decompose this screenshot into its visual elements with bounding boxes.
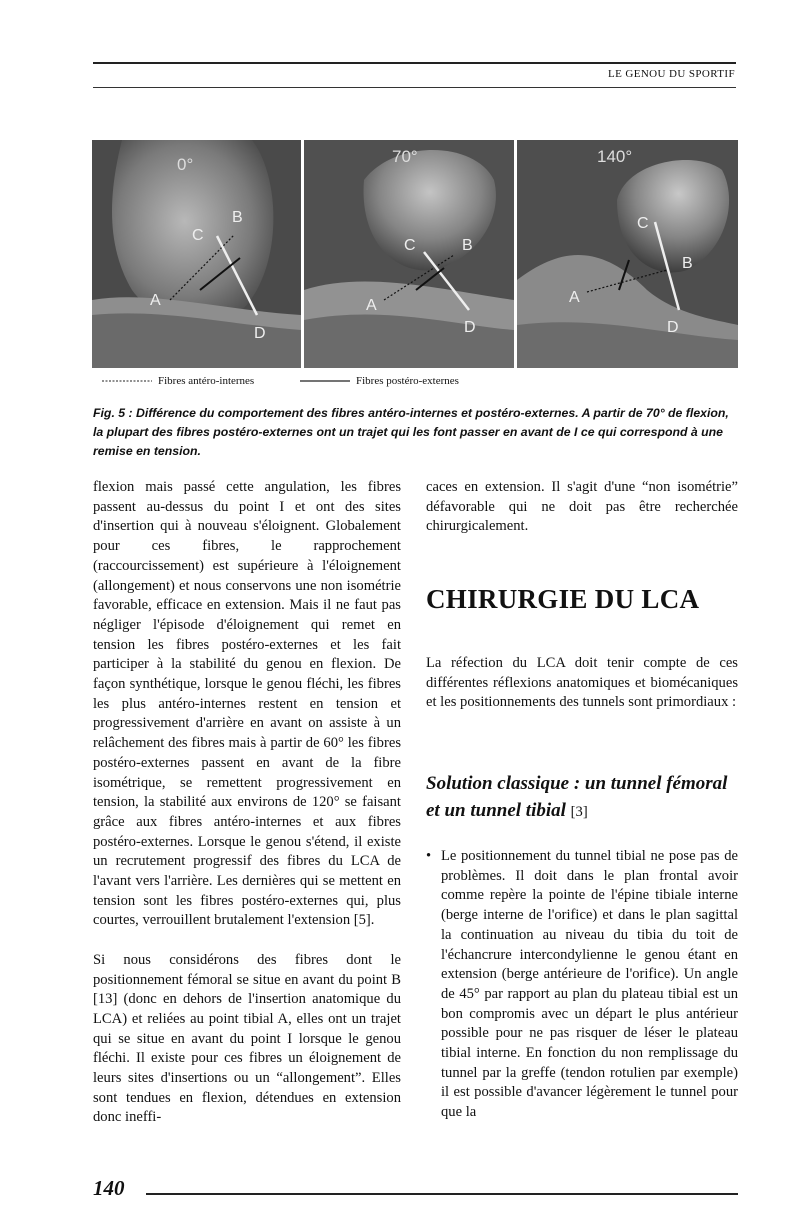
legend-label: Fibres antéro-internes [158,375,255,387]
panel-angle-label: 0° [177,155,194,174]
header-rule-top [93,62,736,64]
point-c-label: C [404,237,416,254]
point-d-label: D [254,325,266,342]
running-head: LE GENOU DU SPORTIF [607,68,735,80]
section-title: CHIRURGIE DU LCA [426,584,700,614]
page-number: 140 [93,1176,125,1200]
right-column [426,478,738,537]
point-d-label: D [464,319,476,336]
legend-anteromedial [102,375,254,387]
point-a-label: A [150,292,161,309]
point-a-label: A [366,297,377,314]
point-a-label: A [569,289,580,306]
dotted-line-icon [102,379,152,383]
point-d-label: D [667,319,679,336]
panel-angle-label: 70° [392,147,418,166]
header-rule-bottom [93,87,736,88]
legend-label: Fibres postéro-externes [356,375,459,387]
paragraph: Si nous considérons des fibres dont le positionnement fémoral se situe en avant du point B [13] (donc en dehors de l'insertion anatomique du LCA) et reliées au point tibial A, elles ont un trajet qui se situe en avant du point I lorsque le genou fléchi. Il existe pour ces fibres un éloignement de leurs sites d'insertions ou un “allongement”. Elles sont tendues en flexion, détendues en extension donc ineffi- [93,951,401,1126]
citation: [3] [570,804,588,820]
paragraph: La réfection du LCA doit tenir compte de ces différentes réflexions anatomiques et biomécaniques et les positionnements des tunnels sont primordiaux : [426,655,738,711]
point-b-label: B [232,209,243,226]
panel-angle-label: 140° [597,147,633,166]
right-column-intro [426,654,738,713]
subheading-text: Solution classique : un tunnel fémoral et un tunnel tibial [426,773,728,821]
point-b-label: B [462,237,473,254]
subheading [426,770,738,826]
legend-posterolateral [300,375,459,387]
figure-5 [92,140,738,368]
point-c-label: C [637,215,649,232]
solid-line-icon [300,379,350,383]
bullet-icon: • [426,848,432,864]
radiograph-panel-70deg [304,140,514,368]
point-b-label: B [682,255,693,272]
left-column [93,478,401,1128]
radiograph-panel-0deg [92,140,301,368]
paragraph: caces en extension. Il s'agit d'une “non isométrie” défavorable qui ne doit pas être recherchée chirurgicalement. [426,479,738,535]
footer-rule [146,1193,738,1195]
point-c-label: C [192,227,204,244]
figure-caption: Fig. 5 : Différence du comportement des fibres antéro-internes et postéro-externes. A partir de 70° de flexion, la plupart des fibres postéro-externes ont un trajet qui les font passer en avant de I ce qui correspond à une remise en tension. [93,406,729,458]
radiograph-panel-140deg [517,140,738,368]
paragraph: flexion mais passé cette angulation, les fibres passent au-dessus du point I et ont des sites d'insertion qui à nouveau s'éloignent. Globalement pour ces fibres, le rapprochement (raccourcissement) est supérieure à l'éloignement (allongement) et nous conservons une non isométrie favorable, efficace en extension. Mais il ne faut pas négliger l'épisode d'éloignement qui remet en tension les fibres postéro-externes et les fait participer à la stabilité du genou en flexion. De façon synthétique, lorsque le genou fléchi, les fibres les plus antéro-internes restent en tension et progressivement d'arrière en avant on assiste à un relâchement des fibres mais à partir de 60° les fibres postéro-externes passent en avant de la fibre isométrique, se remettent progressivement en tension, la stabilité aux environs de 120° se faisant grâce aux fibres antéro-internes et aux fibres postéro-externes. Lorsque le genou s'étend, il existe un recrutement progressif des fibres du LCA de l'avant vers l'arrière. Les dernières qui se mettent en tension sont les fibres postéro-externes qui, plus courtes, verrouillent brutalement l'extension [5]. [93,479,401,929]
bullet-paragraph: Le positionnement du tunnel tibial ne pose pas de problèmes. Il doit dans le plan frontal avoir comme repère la pointe de l'épine tibiale interne (berge interne de l'orifice) et dans le plan sagittal la continuation au niveau du tibia du toit de l'échancrure intercondylienne le genou étant en extension (berge antérieure de l'orifice). Un angle de 45° par rapport au plan du plateau tibial est un bon compromis avec un départ le plus antérieur possible pour ne pas risquer de léser le plateau tibial interne. En fonction du non remplissage du tunnel par la greffe (tendon rotulien par exemple) il est possible d'avancer légèrement le tunnel pour que la [441,848,738,1121]
